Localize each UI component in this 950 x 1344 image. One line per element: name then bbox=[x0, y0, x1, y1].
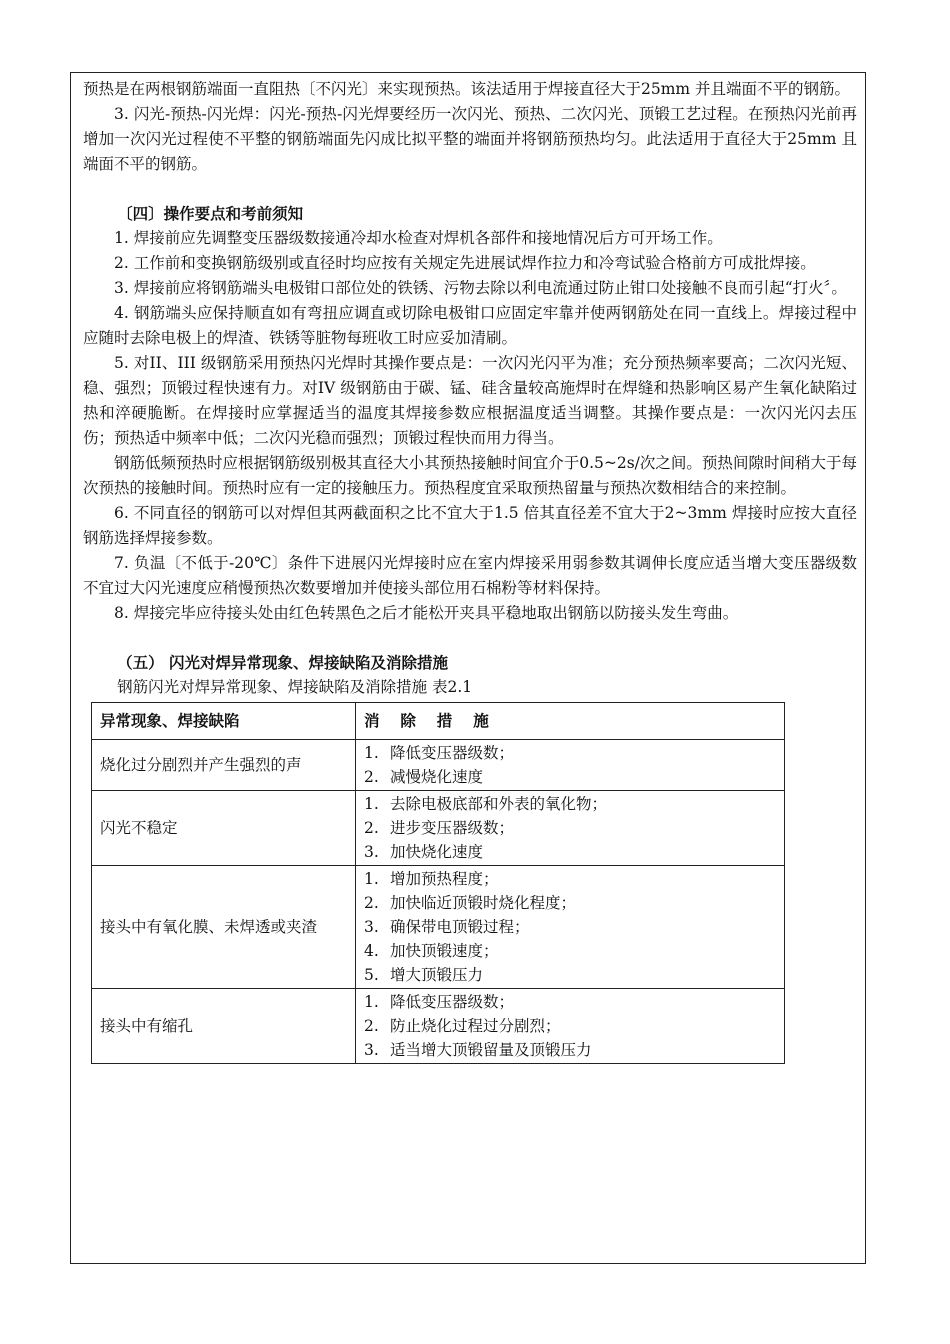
section4-item: 5. 对II、III 级钢筋采用预热闪光焊时其操作要点是：一次闪光闪平为准；充分预热频率要高；二次闪光短、稳、强烈；顶锻过程快速有力。对IV 级钢筋由于碳、锰、硅含量较高施焊时在焊缝和热影响区易产生氧化缺陷过热和淬硬脆断。在焊接时应掌握适当的温度其焊接参数应根据温度适当调整。其操作要点是：一次闪光闪去压伤；预热适中频率中低；二次闪光稳而强烈；顶锻过程快而用力得当。 bbox=[83, 354, 857, 447]
measures-cell bbox=[356, 866, 785, 989]
section4-item: 7. 负温〔不低于-20℃〕条件下进展闪光焊接时应在室内焊接采用弱参数其调伸长度应适当增大变压器级数不宜过大闪光速度应稍慢预热次数要增加并使接头部位用石棉粉等材料保持。 bbox=[83, 554, 857, 597]
measure-item: 1. 降低变压器级数； bbox=[364, 744, 515, 762]
measure-item: 1. 增加预热程度； bbox=[364, 870, 499, 888]
document-frame bbox=[70, 72, 866, 1264]
table-row bbox=[92, 989, 785, 1064]
measures-cell bbox=[356, 740, 785, 791]
section4-item: 1. 焊接前应先调整变压器级数接通冷却水检查对焊机各部件和接地情况后方可开场工作。 bbox=[114, 229, 723, 247]
measure-item: 3. 加快烧化速度 bbox=[364, 843, 484, 861]
table-row bbox=[92, 866, 785, 989]
phenomenon-cell: 接头中有缩孔 bbox=[92, 989, 356, 1064]
measure-item: 1. 去除电极底部和外表的氧化物； bbox=[364, 795, 608, 813]
measure-item: 2. 加快临近顶锻时烧化程度； bbox=[364, 894, 577, 912]
measure-item: 4. 加快顶锻速度； bbox=[364, 942, 499, 960]
phenomenon-cell: 闪光不稳定 bbox=[92, 791, 356, 866]
section4-item: 8. 焊接完毕应待接头处由红色转黑色之后才能松开夹具平稳地取出钢筋以防接头发生弯曲。 bbox=[114, 604, 739, 622]
table-row bbox=[92, 791, 785, 866]
phenomenon-cell: 接头中有氧化膜、未焊透或夹渣 bbox=[92, 866, 356, 989]
measure-item: 2. 减慢烧化速度 bbox=[364, 768, 484, 786]
measure-item: 3. 确保带电顶锻过程； bbox=[364, 918, 530, 936]
section4-item: 6. 不同直径的钢筋可以对焊但其两截面积之比不宜大于1.5 倍其直径差不宜大于2~3mm 焊接时应按大直径钢筋选择焊接参数。 bbox=[83, 504, 857, 547]
measure-item: 1. 降低变压器级数； bbox=[364, 993, 515, 1011]
section4-item: 4. 钢筋端头应保持顺直如有弯扭应调直或切除电极钳口应固定牢靠并使两钢筋处在同一直线上。焊接过程中应随时去除电极上的焊渣、铁锈等脏物每班收工时应妥加清刷。 bbox=[83, 304, 857, 347]
section5-heading: （五） 闪光对焊异常现象、焊接缺陷及消除措施 bbox=[117, 653, 448, 672]
measures-cell bbox=[356, 791, 785, 866]
spacer bbox=[83, 177, 857, 201]
phenomenon-cell: 烧化过分剧烈并产生强烈的声 bbox=[92, 740, 356, 791]
document-content bbox=[83, 77, 857, 1064]
table-header-row bbox=[92, 703, 785, 740]
section4-heading: 〔四〕操作要点和考前须知 bbox=[117, 204, 304, 223]
method3-paragraph: 3. 闪光-预热-闪光焊：闪光-预热-闪光焊要经历一次闪光、预热、二次闪光、顶锻工艺过程。在预热闪光前再增加一次闪光过程使不平整的钢筋端面先闪成比拟平整的端面并将钢筋预热均匀。此法适用于直径大于25mm 且端面不平的钢筋。 bbox=[83, 105, 857, 173]
table-caption: 钢筋闪光对焊异常现象、焊接缺陷及消除措施 表2.1 bbox=[117, 678, 473, 696]
header-phenomenon: 异常现象、焊接缺陷 bbox=[92, 703, 356, 740]
spacer bbox=[83, 626, 857, 650]
measure-item: 2. 进步变压器级数； bbox=[364, 819, 515, 837]
section4-item: 3. 焊接前应将钢筋端头电极钳口部位处的铁锈、污物去除以利电流通过防止钳口处接触不良而引起“打火〞。 bbox=[114, 279, 847, 297]
section4-item: 钢筋低频预热时应根据钢筋级别极其直径大小其预热接触时间宜介于0.5~2s/次之间。预热间隙时间稍大于每次预热的接触时间。预热时应有一定的接触压力。预热程度宜采取预热留量与预热次数相结合的来控制。 bbox=[83, 454, 857, 497]
measure-item: 3. 适当增大顶锻留量及顶锻压力 bbox=[364, 1041, 592, 1059]
table-row bbox=[92, 740, 785, 791]
intro-paragraph: 预热是在两根钢筋端面一直阻热〔不闪光〕来实现预热。该法适用于焊接直径大于25mm 并且端面不平的钢筋。 bbox=[83, 80, 851, 98]
measure-item: 5. 增大顶锻压力 bbox=[364, 966, 484, 984]
measures-cell bbox=[356, 989, 785, 1064]
measures-table bbox=[91, 702, 785, 1064]
header-measures: 消 除 措 施 bbox=[356, 703, 785, 740]
measure-item: 2. 防止烧化过程过分剧烈； bbox=[364, 1017, 561, 1035]
section4-item: 2. 工作前和变换钢筋级别或直径时均应按有关规定先进展试焊作拉力和冷弯试验合格前方可成批焊接。 bbox=[114, 254, 816, 272]
